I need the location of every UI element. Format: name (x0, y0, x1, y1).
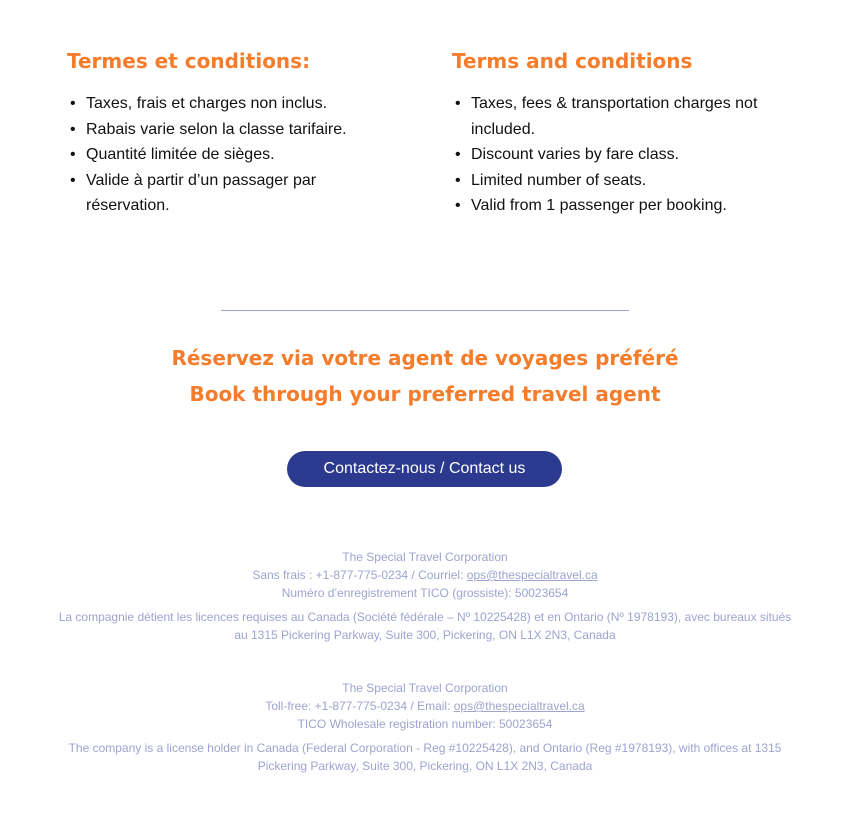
footer-registration: TICO Wholesale registration number: 50023654 (297, 717, 553, 731)
footer-phone: Toll-free: +1-877-775-0234 / Email: (265, 699, 454, 713)
terms-en-list (452, 91, 797, 219)
list-item: • Discount varies by fare class. (471, 142, 797, 168)
booking-title-fr: Réservez via votre agent de voyages préféré (171, 346, 679, 370)
footer-phone: Sans frais : +1-877-775-0234 / Courriel: (252, 568, 467, 582)
footer-license: La compagnie détient les licences requises au Canada (Société fédérale – Nº 10225428) et en Ontario (Nº 1978193), avec bureaux situés au 1315 Pickering Parkway, Suite 300, Pickering, ON L1X 2N3, Canada (58, 610, 792, 642)
footer-email-link[interactable]: ops@thespecialtravel.ca (453, 699, 585, 713)
footer-company: The Special Travel Corporation (342, 681, 508, 695)
terms-fr-list (67, 91, 387, 219)
list-item: • Rabais varie selon la classe tarifaire. (86, 117, 387, 143)
footer-en (0, 679, 850, 775)
section-divider (221, 310, 629, 311)
footer-contact-line (0, 566, 850, 584)
terms-fr (67, 48, 387, 219)
list-item: • Taxes, frais et charges non inclus. (86, 91, 387, 117)
footer-contact-line (0, 697, 850, 715)
contact-button[interactable]: Contactez-nous / Contact us (287, 451, 562, 487)
booking-title-en: Book through your preferred travel agent (189, 382, 661, 406)
terms-en (452, 48, 797, 219)
footer-fr (0, 548, 850, 644)
footer-registration: Numéro d’enregistrement TICO (grossiste): 50023654 (281, 586, 569, 600)
list-item: • Limited number of seats. (471, 168, 797, 194)
footer-license: The company is a license holder in Canada (Federal Corporation - Reg #10225428), and Ontario (Reg #1978193), with offices at 1315 Pickering Parkway, Suite 300, Pickering, ON L1X 2N3, Canada (68, 741, 782, 773)
footer-email-link[interactable]: ops@thespecialtravel.ca (466, 568, 598, 582)
list-item: • Quantité limitée de sièges. (86, 142, 387, 168)
terms-en-heading: Terms and conditions (452, 49, 693, 73)
booking-heading (0, 340, 850, 412)
terms-fr-heading: Termes et conditions: (67, 49, 311, 73)
list-item: • Taxes, fees & transportation charges not included. (471, 91, 797, 142)
list-item: • Valide à partir d’un passager par réservation. (86, 168, 387, 219)
footer-company: The Special Travel Corporation (342, 550, 508, 564)
list-item: • Valid from 1 passenger per booking. (471, 193, 797, 219)
